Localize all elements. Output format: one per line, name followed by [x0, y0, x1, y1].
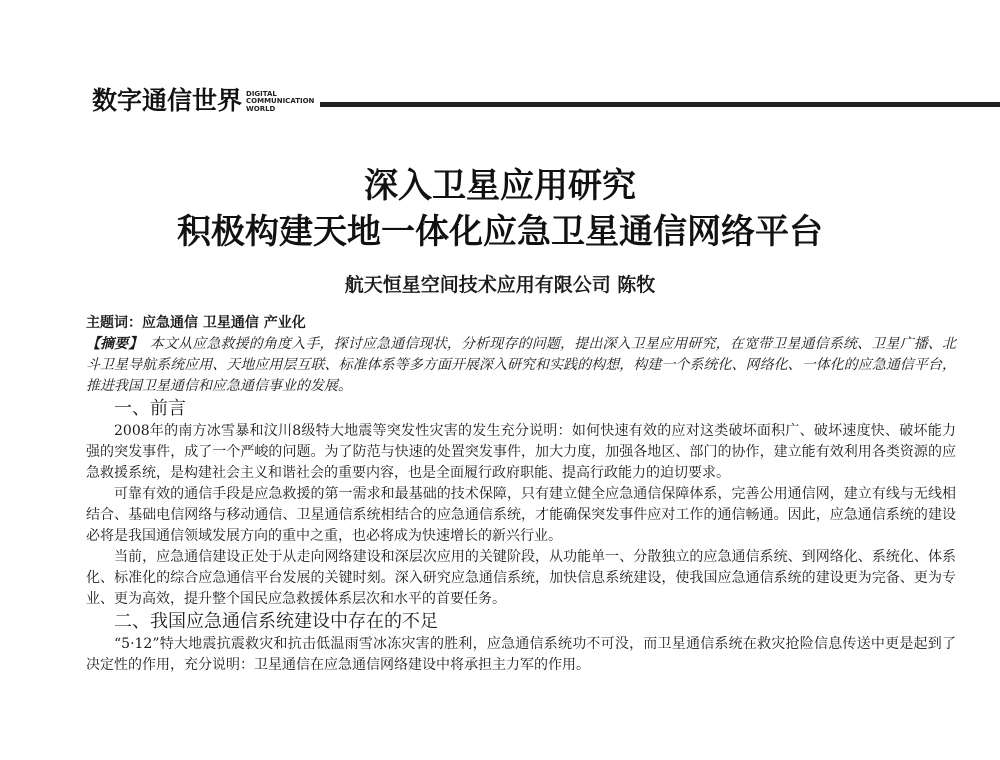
keywords: 主题词：应急通信 卫星通信 产业化 — [86, 315, 306, 331]
article-body — [86, 313, 956, 676]
paragraph: “5·12”特大地震抗震救灾和抗击低温雨雪冰冻灾害的胜利，应急通信系统功不可没，而卫星通信系统在救灾抢险信息传送中更是起到了决定性的作用，充分说明：卫星通信在应急通信网络建设中将承担主力军的作用。 — [86, 636, 956, 673]
masthead-rule — [320, 102, 1000, 107]
article-title-line1: 深入卫星应用研究 — [364, 166, 636, 206]
article-author: 航天恒星空间技术应用有限公司 陈牧 — [344, 274, 656, 296]
journal-english-line: COMMUNICATION — [246, 97, 315, 105]
abstract-tag: 【摘要】 — [86, 336, 136, 352]
abstract-text: 本文从应急救援的角度入手，探讨应急通信现状，分析现存的问题，提出深入卫星应用研究，在宽带卫星通信系统、卫星广播、北斗卫星导航系统应用、天地应用层互联、标准体系等多方面开展深入研究和实践的构想，构建一个系统化、网络化、一体化的应急通信平台，推进我国卫星通信和应急通信事业的发展。 — [86, 336, 957, 394]
section-heading: 二、我国应急通信系统建设中存在的不足 — [114, 611, 438, 632]
article-title-line2: 积极构建天地一体化应急卫星通信网络平台 — [177, 212, 823, 252]
journal-english-line: WORLD — [246, 104, 276, 113]
journal-english-name — [246, 91, 314, 114]
paragraph: 2008年的南方冰雪暴和汶川8级特大地震等突发性灾害的发生充分说明：如何快速有效的应对这类破坏面积广、破坏速度快、破坏能力强的突发事件，成了一个严峻的问题。为了防范与快速的处置突发事件，加大力度，加强各地区、部门的协作，建立能有效利用各类资源的应急救援系统，是构建社会主义和谐社会的重要内容，也是全面履行政府职能、提高行政能力的迫切要求。 — [86, 423, 956, 481]
section-heading: 一、前言 — [114, 398, 186, 419]
paragraph: 当前，应急通信建设正处于从走向网络建设和深层次应用的关键阶段，从功能单一、分散独立的应急通信系统、到网络化、系统化、体系化、标准化的综合应急通信平台发展的关键时刻。深入研究应急通信系统，加快信息系统建设，使我国应急通信系统的建设更为完备、更为专业、更为高效，提升整个国民应急救援体系层次和水平的首要任务。 — [86, 549, 956, 607]
journal-english-line: DIGITAL — [246, 89, 277, 98]
paragraph: 可靠有效的通信手段是应急救援的第一需求和最基础的技术保障，只有建立健全应急通信保障体系，完善公用通信网，建立有线与无线相结合、基础电信网络与移动通信、卫星通信系统相结合的应急通信系统，才能确保突发事件应对工作的通信畅通。因此，应急通信系统的建设必将是我国通信领域发展方向的重中之重，也必将成为快速增长的新兴行业。 — [86, 486, 956, 544]
abstract — [86, 334, 956, 397]
masthead — [92, 80, 1000, 116]
journal-title: 数字通信世界 — [92, 86, 243, 115]
